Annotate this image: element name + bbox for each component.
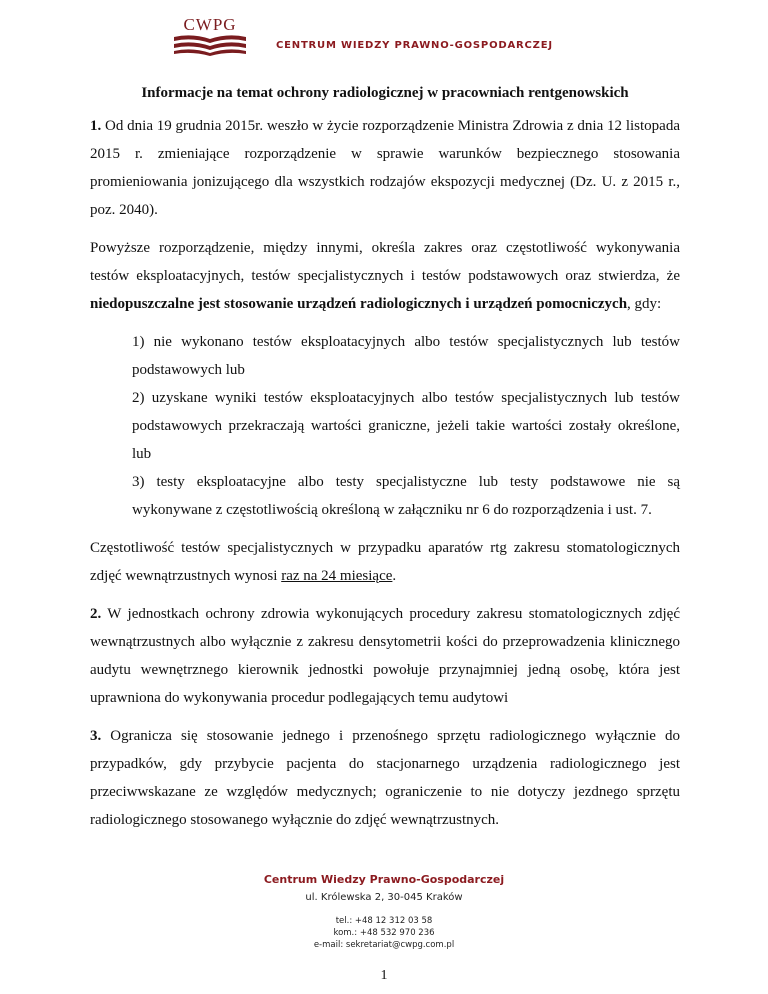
list-item: 3) testy eksploatacyjne albo testy specjalistyczne lub testy podstawowe nie są wykonywane z częstotliwością określoną w załączniku nr 6 do rozporządzenia i ust. 7. [132, 474, 680, 518]
paragraph-number: 2. [90, 606, 102, 622]
footer-org-name: Centrum Wiedzy Prawno-Gospodarczej [263, 873, 505, 886]
logo-text: CWPG [183, 15, 237, 34]
paragraph-text: Częstotliwość testów specjalistycznych w przypadku aparatów rtg zakresu stomatologicznych zdjęć wewnątrzustnych wynosi [90, 540, 680, 584]
paragraph-number: 1. [90, 118, 102, 134]
list-item: 2) uzyskane wyniki testów eksploatacyjnych albo testów specjalistycznych lub testów podstawowych przekraczają wartości graniczne, jeżeli takie wartości zostały określone, lub [132, 390, 680, 462]
paragraph-text: W jednostkach ochrony zdrowia wykonujących procedury zakresu stomatologicznych zdjęć wewnątrzustnych albo wyłącznie z zakresu densytometrii kości do przeprowadzenia klinicznego audytu wewnętrznego kierownik jednostki powołuje przynajmniej jedną osobę, która jest uprawniona do wykonywania procedur podlegających temu audytowi [90, 606, 680, 706]
list-item: 1) nie wykonano testów eksploatacyjnych albo testów specjalistycznych lub testów podstawowych lub [132, 334, 680, 378]
conditions-list [132, 328, 680, 524]
book-icon [168, 34, 252, 56]
cwpg-logo [168, 16, 252, 56]
paragraph-1 [90, 112, 680, 224]
paragraph-text: . [392, 568, 397, 584]
footer-phone: tel.: +48 12 312 03 58 [335, 916, 433, 926]
footer-address: ul. Królewska 2, 30-045 Kraków [305, 892, 463, 903]
footer-contact [0, 915, 768, 951]
emphasis-text: niedopuszczalne jest stosowanie urządzeń radiologicznych i urządzeń pomocniczych [90, 296, 628, 312]
page-footer [0, 872, 768, 951]
paragraph-4 [90, 600, 680, 712]
paragraph-text: Ogranicza się stosowanie jednego i przenośnego sprzętu radiologicznego wyłącznie do przypadków, gdy przybycie pacjenta do stacjonarnego urządzenia radiologicznego jest przeciwwskazane ze względów medycznych; ograniczenie to nie dotyczy jezdnego sprzętu radiologicznego stosowanego wyłącznie do zdjęć wewnątrzustnych. [90, 728, 680, 828]
paragraph-text: Powyższe rozporządzenie, między innymi, określa zakres oraz częstotliwość wykonywania testów eksploatacyjnych, testów specjalistycznych i testów podstawowych oraz stwierdza, że [90, 240, 680, 284]
footer-email: e-mail: sekretariat@cwpg.com.pl [313, 940, 455, 950]
header-title: CENTRUM WIEDZY PRAWNO-GOSPODARCZEJ [276, 40, 553, 51]
paragraph-5 [90, 722, 680, 834]
document-body [90, 84, 680, 844]
document-title: Informacje na temat ochrony radiologicznej w pracowniach rentgenowskich [141, 85, 629, 101]
page-header [0, 0, 768, 60]
page-number: 1 [380, 968, 388, 983]
paragraph-number: 3. [90, 728, 102, 744]
paragraph-text: Od dnia 19 grudnia 2015r. weszło w życie rozporządzenie Ministra Zdrowia z dnia 12 listopada 2015 r. zmieniające rozporządzenie w sprawie warunków bezpiecznego stosowania promieniowania jonizującego dla wszystkich rodzajów ekspozycji medycznej (Dz. U. z 2015 r., poz. 2040). [90, 118, 680, 218]
underlined-text: raz na 24 miesiące [281, 568, 393, 584]
paragraph-text: , gdy: [627, 296, 662, 312]
paragraph-3 [90, 534, 680, 590]
paragraph-2 [90, 234, 680, 318]
footer-mobile: kom.: +48 532 970 236 [333, 928, 435, 938]
